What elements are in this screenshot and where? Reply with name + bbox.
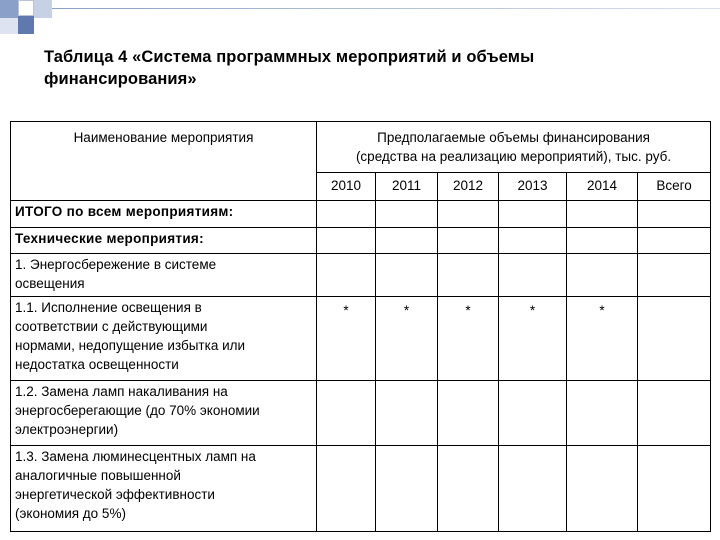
header-text: Наименование мероприятия	[73, 130, 254, 145]
table-cell	[567, 200, 638, 228]
table-cell	[499, 253, 567, 296]
table-cell	[376, 446, 438, 532]
row-label-line: 1.3. Замена люминесцентных ламп на	[15, 449, 256, 465]
row-label-line: 1.2. Замена ламп накаливания на	[15, 383, 228, 399]
table-cell	[438, 446, 499, 532]
table-cell	[638, 228, 711, 254]
table-cell: *	[438, 296, 499, 380]
table-cell	[376, 228, 438, 254]
table-cell	[317, 446, 376, 532]
table-cell	[499, 380, 567, 445]
table-cell	[438, 200, 499, 228]
table-cell: *	[376, 296, 438, 380]
table-cell	[638, 296, 711, 380]
column-header-name	[11, 122, 317, 201]
decor-square	[18, 16, 34, 34]
table-cell	[638, 380, 711, 445]
header-text: Предполагаемые объемы финансирования	[377, 130, 650, 145]
table-cell	[376, 253, 438, 296]
table-cell: *	[317, 296, 376, 380]
table-cell	[499, 228, 567, 254]
table-row	[11, 228, 711, 254]
header-text: (средства на реализацию мероприятий), тыс. руб.	[355, 149, 672, 164]
row-label-line: (экономия до 5%)	[15, 506, 126, 522]
table-cell	[317, 200, 376, 228]
table-cell	[638, 446, 711, 532]
decor-square	[34, 0, 52, 18]
row-label-line: энергосберегающие (до 70% экономии	[15, 402, 260, 418]
table-cell	[638, 253, 711, 296]
header-row	[11, 122, 711, 173]
decor-square	[0, 18, 18, 34]
row-label	[11, 253, 317, 296]
title-line: Таблица 4 «Система программных мероприятий и объемы	[44, 48, 535, 66]
row-label-line: электроэнергии)	[15, 421, 119, 437]
table-cell	[438, 380, 499, 445]
section-row-label: Технические мероприятия:	[11, 228, 317, 254]
table-cell	[499, 446, 567, 532]
table-row	[11, 253, 711, 296]
row-label-line: 1. Энергосбережение в системе	[15, 256, 217, 272]
table-cell	[317, 253, 376, 296]
table-row	[11, 296, 711, 380]
table-cell	[376, 200, 438, 228]
row-label-line: недостатка освещенности	[15, 356, 179, 372]
table-row	[11, 200, 711, 228]
table-cell	[317, 380, 376, 445]
decor-square	[0, 0, 18, 18]
total-row-label: ИТОГО по всем мероприятиям:	[11, 200, 317, 228]
page-title	[44, 46, 684, 90]
row-label	[11, 446, 317, 532]
row-label-line: соответствии с действующими	[15, 318, 208, 334]
total-header: Всего	[638, 173, 711, 201]
table-cell: *	[567, 296, 638, 380]
table-cell	[376, 380, 438, 445]
table-cell	[567, 228, 638, 254]
year-header: 2010	[317, 173, 376, 201]
top-rule	[52, 8, 720, 9]
row-label-line: аналогичные повышенной	[15, 468, 181, 484]
table-cell: *	[499, 296, 567, 380]
year-header: 2012	[438, 173, 499, 201]
table-row	[11, 380, 711, 445]
decor-square	[18, 0, 34, 16]
row-label-line: освещения	[15, 275, 85, 291]
funding-table	[10, 121, 711, 532]
row-label-line: энергетической эффективности	[15, 487, 215, 503]
table-cell	[438, 253, 499, 296]
table-row	[11, 446, 711, 532]
row-label	[11, 296, 317, 380]
row-label-line: 1.1. Исполнение освещения в	[15, 299, 202, 315]
year-header: 2014	[567, 173, 638, 201]
table-cell	[567, 446, 638, 532]
table-cell	[499, 200, 567, 228]
table-cell	[317, 228, 376, 254]
table-cell	[638, 200, 711, 228]
table-cell	[567, 253, 638, 296]
row-label-line: нормами, недопущение избытка или	[15, 337, 246, 353]
table-cell	[567, 380, 638, 445]
year-header: 2011	[376, 173, 438, 201]
column-header-funding	[317, 122, 711, 173]
title-line: финансирования»	[44, 70, 197, 88]
year-header: 2013	[499, 173, 567, 201]
table-cell	[438, 228, 499, 254]
row-label	[11, 380, 317, 445]
